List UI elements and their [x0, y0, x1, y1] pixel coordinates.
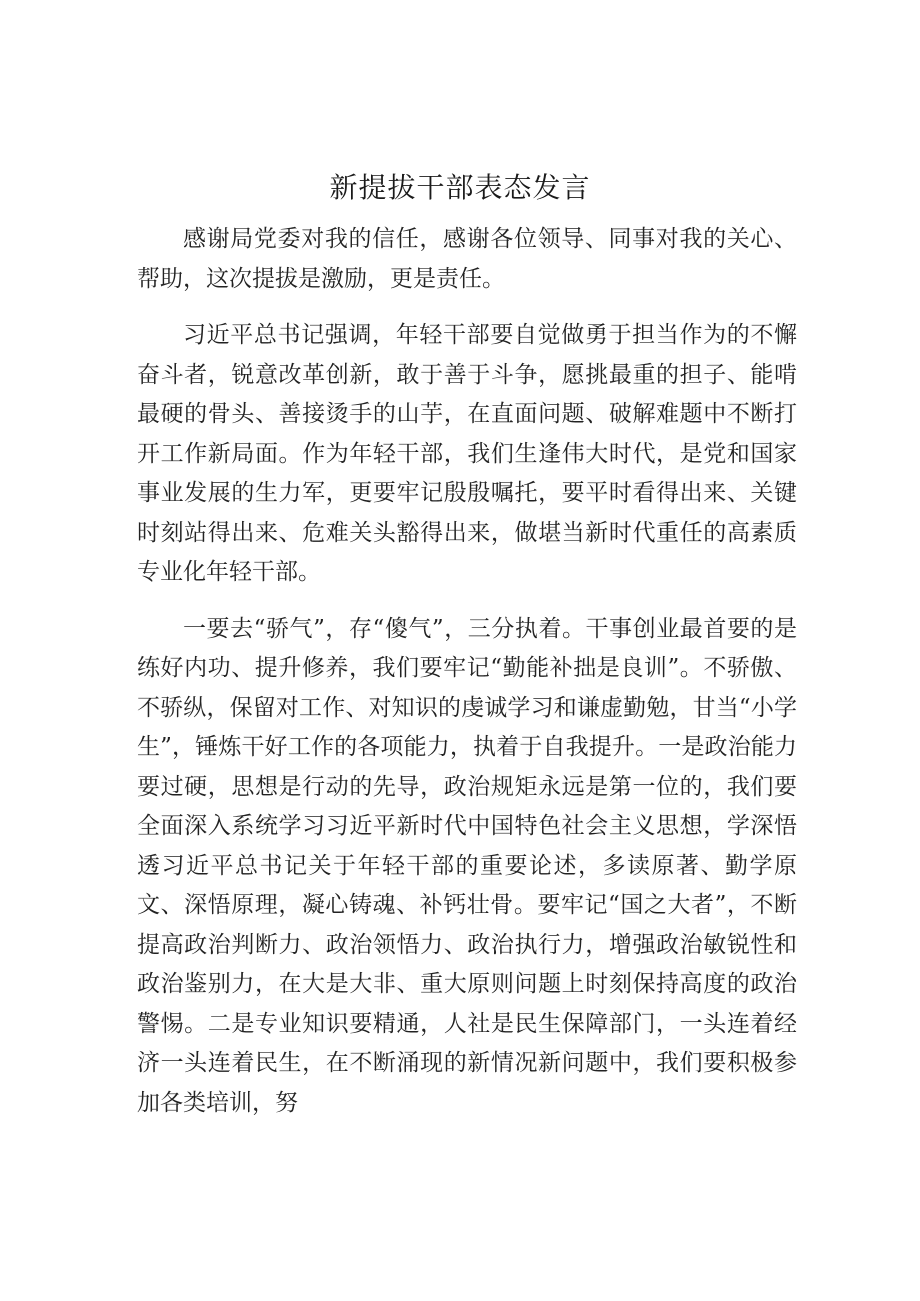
document-body	[137, 220, 797, 1140]
paragraph-gratitude: 感谢局党委对我的信任，感谢各位领导、同事对我的关心、帮助，这次提拔是激励，更是责任。	[137, 226, 797, 292]
document-title: 新提拔干部表态发言	[329, 171, 591, 204]
paragraph-first-requirement: 一要去“骄气”，存“傻气”，三分执着。干事创业最首要的是练好内功、提升修养，我们要牢记“勤能补拙是良训”。不骄傲、不骄纵，保留对工作、对知识的虔诚学习和谦虚勤勉，甘当“小学生”，锤炼干好工作的各项能力，执着于自我提升。一是政治能力要过硬，思想是行动的先导，政治规矩永远是第一位的，我们要全面深入系统学习习近平新时代中国特色社会主义思想，学深悟透习近平总书记关于年轻干部的重要论述，多读原著、勤学原文、深悟原理，凝心铸魂、补钙壮骨。要牢记“国之大者”，不断提高政治判断力、政治领悟力、政治执行力，增强政治敏锐性和政治鉴别力，在大是大非、重大原则问题上时刻保持高度的政治警惕。二是专业知识要精通，人社是民生保障部门，一头连着经济一头连着民生，在不断涌现的新情况新问题中，我们要积极参加各类培训，努	[137, 615, 797, 1116]
paragraph-young-cadres: 习近平总书记强调，年轻干部要自觉做勇于担当作为的不懈奋斗者，锐意改革创新，敢于善于斗争，愿挑最重的担子、能啃最硬的骨头、善接烫手的山芋，在直面问题、破解难题中不断打开工作新局面。作为年轻干部，我们生逢伟大时代，是党和国家事业发展的生力军，更要牢记殷殷嘱托，要平时看得出来、关键时刻站得出来、危难关头豁得出来，做堪当新时代重任的高素质专业化年轻干部。	[137, 322, 797, 585]
